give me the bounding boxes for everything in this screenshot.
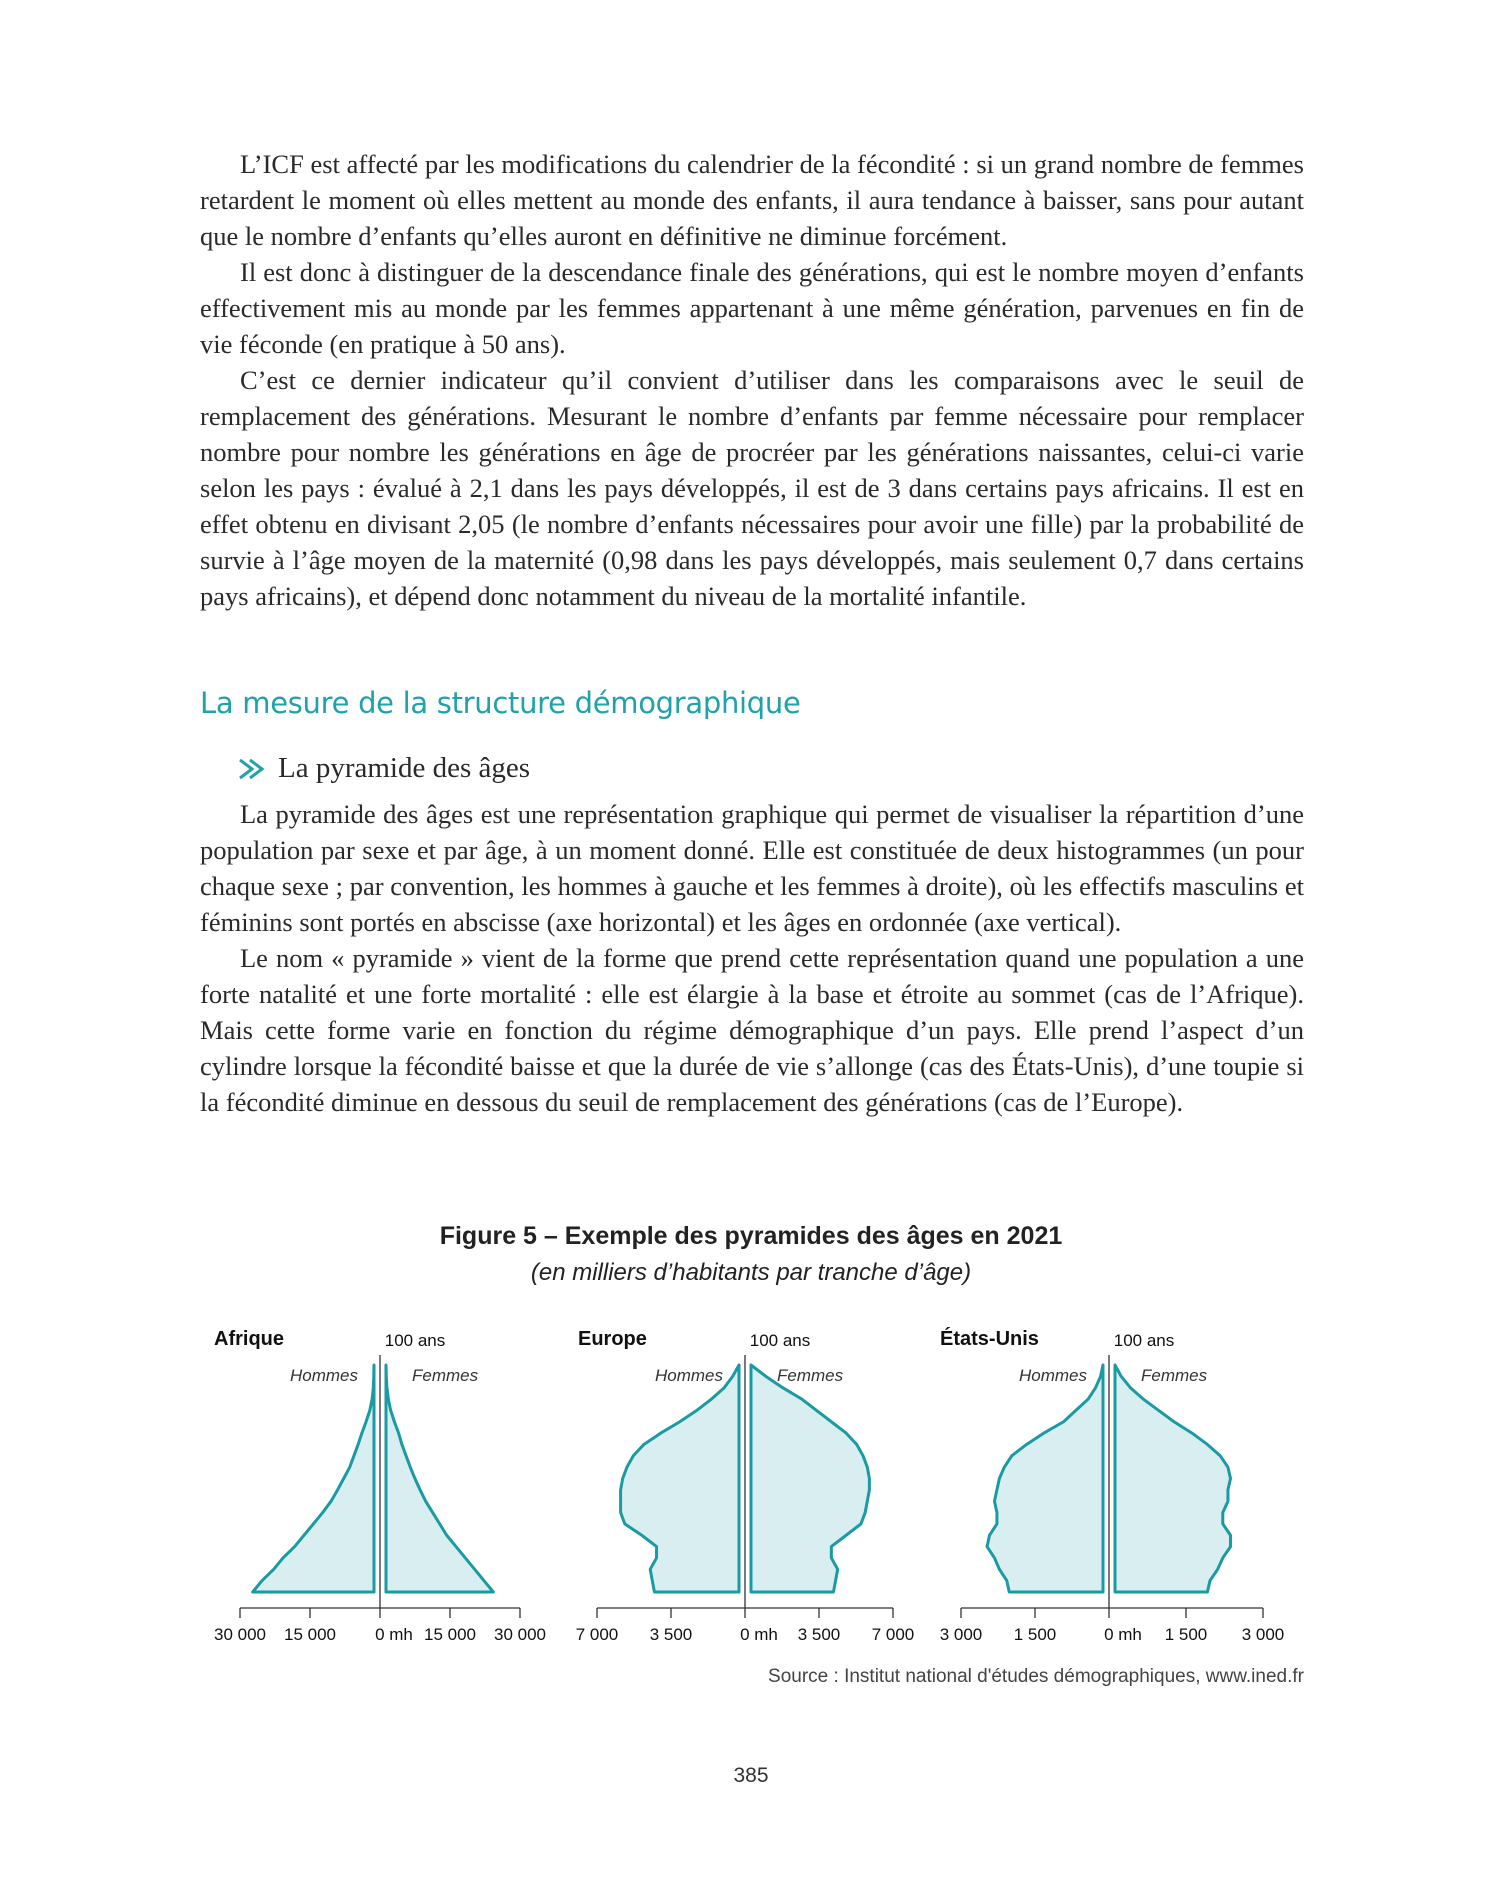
women-area (1115, 1365, 1231, 1592)
body-text-bottom (200, 796, 1304, 1120)
paragraph: La pyramide des âges est une représentation graphique qui permet de visualiser la répartition d’une population par sexe et par âge, à un moment donné. Elle est constituée de deux histogrammes (un pour chaque sexe ; par convention, les hommes à gauche et les femmes à droite), où les effectifs masculins et féminins sont portés en abscisse (axe horizontal) et les âges en ordonnée (axe vertical). (200, 799, 1304, 937)
paragraph: L’ICF est affecté par les modifications du calendrier de la fécondité : si un grand nombre de femmes retardent le moment où elles mettent au monde des enfants, il aura tendance à baisser, sans pour autant que le nombre d’enfants qu’elles auront en définitive ne diminue forcément. (200, 149, 1304, 251)
figure-title: Figure 5 – Exemple des pyramides des âges en 2021 (439, 1222, 1063, 1250)
x-tick-label: 30 000 (494, 1625, 546, 1644)
women-label: Femmes (1141, 1366, 1208, 1385)
subsection-title: La pyramide des âges (278, 752, 531, 784)
x-tick-label: 0 mh (740, 1625, 778, 1644)
women-area (751, 1365, 869, 1592)
x-tick-label: 15 000 (424, 1625, 476, 1644)
age-max-label: 100 ans (384, 1331, 446, 1350)
paragraph: Le nom « pyramide » vient de la forme que prend cette représentation quand une population a une forte natalité et une forte mortalité : elle est élargie à la base et étroite au sommet (cas de l’Afrique). Mais cette forme varie en fonction du régime démographique d’un pays. Elle prend l’aspect d’un cylindre lorsque la fécondité baisse et que la durée de vie s’allonge (cas des États-Unis), d’une toupie si la fécondité diminue en dessous du seuil de remplacement des générations (cas de l’Europe). (200, 943, 1304, 1117)
pyramid-charts (0, 1300, 1502, 1650)
women-area (386, 1365, 493, 1592)
men-label: Hommes (289, 1366, 358, 1385)
women-label: Femmes (777, 1366, 844, 1385)
x-tick-label: 30 000 (214, 1625, 266, 1644)
x-tick-label: 3 000 (1241, 1625, 1285, 1644)
x-tick-label: 1 500 (1013, 1625, 1057, 1644)
chart-title: Afrique (214, 1328, 284, 1350)
x-tick-label: 0 mh (375, 1625, 413, 1644)
x-tick-label: 3 500 (649, 1625, 693, 1644)
x-tick-label: 0 mh (1104, 1625, 1142, 1644)
x-tick-label: 1 500 (1164, 1625, 1208, 1644)
men-label: Hommes (654, 1366, 723, 1385)
x-tick-label: 3 000 (939, 1625, 983, 1644)
men-label: Hommes (1018, 1366, 1087, 1385)
men-area (621, 1365, 739, 1592)
women-label: Femmes (412, 1366, 479, 1385)
section-title: La mesure de la structure démographique (200, 686, 801, 720)
body-text-top (200, 146, 1304, 614)
age-max-label: 100 ans (749, 1331, 811, 1350)
age-max-label: 100 ans (1113, 1331, 1175, 1350)
subsection-heading (238, 752, 530, 785)
x-tick-label: 15 000 (284, 1625, 336, 1644)
double-chevron-icon (238, 757, 268, 781)
chart-title: Europe (578, 1328, 647, 1350)
figure-subtitle: (en milliers d’habitants par tranche d’âge) (530, 1259, 972, 1286)
paragraph: Il est donc à distinguer de la descendance finale des générations, qui est le nombre moyen d’enfants effectivement mis au monde par les femmes appartenant à une même génération, parvenues en fin de vie féconde (en pratique à 50 ans). (200, 257, 1304, 359)
x-tick-label: 7 000 (871, 1625, 915, 1644)
x-tick-label: 3 500 (797, 1625, 841, 1644)
men-area (987, 1365, 1103, 1592)
x-tick-label: 7 000 (575, 1625, 619, 1644)
paragraph: C’est ce dernier indicateur qu’il convient d’utiliser dans les comparaisons avec le seuil de remplacement des générations. Mesurant le nombre d’enfants par femme nécessaire pour remplacer nombre pour nombre les générations en âge de procréer par les générations naissantes, celui-ci varie selon les pays : évalué à 2,1 dans les pays développés, il est de 3 dans certains pays africains. Il est en effet obtenu en divisant 2,05 (le nombre d’enfants nécessaires pour avoir une fille) par la probabilité de survie à l’âge moyen de la maternité (0,98 dans les pays développés, mais seulement 0,7 dans certains pays africains), et dépend donc notamment du niveau de la mortalité infantile. (200, 365, 1304, 611)
men-area (253, 1365, 374, 1592)
page-number: 385 (733, 1764, 769, 1787)
figure-source: Source : Institut national d'études démographiques, www.ined.fr (768, 1666, 1304, 1687)
chart-title: États-Unis (940, 1328, 1039, 1350)
